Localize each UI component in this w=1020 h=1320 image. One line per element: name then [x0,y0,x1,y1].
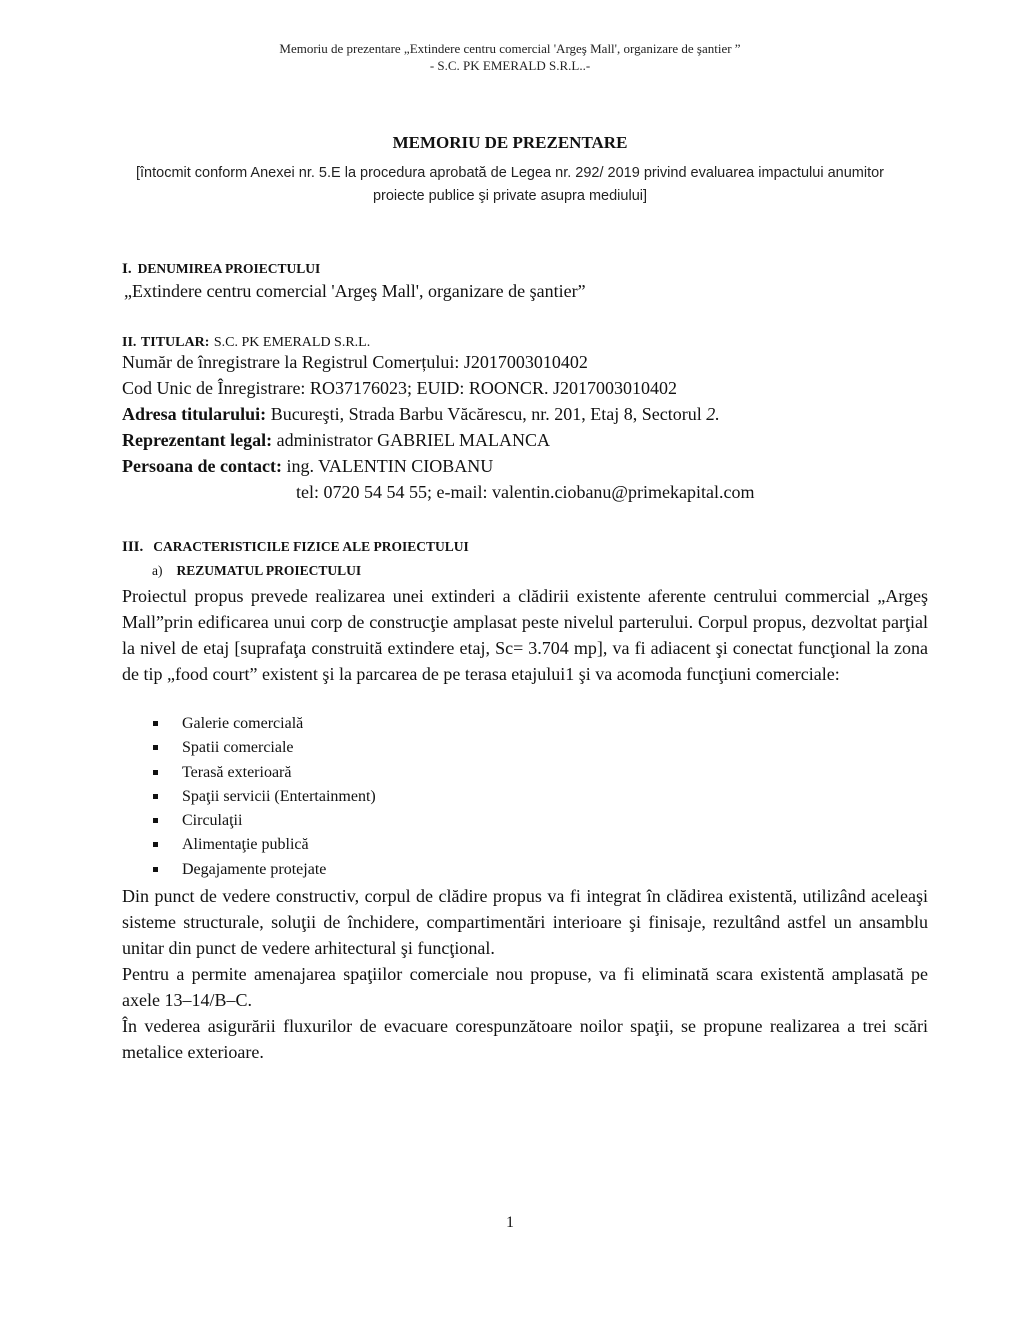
cui-line: Cod Unic de Înregistrare: RO37176023; EUID: ROONCR. J2017003010402 [122,378,677,398]
list-item: Galerie comercială [148,712,376,736]
page-number: 1 [506,1214,514,1231]
list-item: Alimentaţie publică [148,833,376,857]
section-2-number: II. [122,335,137,350]
subsection-a-label: REZUMATUL PROIECTULUI [176,563,362,578]
representative-value: administrator GABRIEL MALANCA [272,430,550,450]
bullet-square-icon [153,818,158,823]
section-1-heading [122,260,320,278]
contact-details: tel: 0720 54 54 55; e-mail: valentin.ciobanu@primekapital.com [296,482,755,502]
header-line-1: Memoriu de prezentare „Extindere centru comercial 'Argeş Mall', organizare de şantier ” [279,41,741,56]
registration-line: Număr de înregistrare la Registrul Comerțului: J2017003010402 [122,352,588,372]
project-summary-paragraph: Proiectul propus prevede realizarea unei extinderi a clădirii existente aferente centrului commercial „Argeş Mall”prin edificarea unui corp de construcţie amplasat peste nivelul parterului. Corpul propus, dezvoltat parţial la nivel de etaj [suprafaţa construită extindere etaj, Sc= 3.704 mp], va fi adiacent şi conectat funcţional la zona de tip „food court” existent şi la parcarea de pe terasa etajului1 şi va acomoda funcţiuni comerciale: [122,586,928,684]
header-line-2: - S.C. PK EMERALD S.R.L..- [429,58,591,73]
bullet-square-icon [153,721,158,726]
section-2-heading [122,330,370,351]
list-item: Terasă exterioară [148,761,376,785]
bullet-square-icon [153,794,158,799]
functions-list [148,712,376,882]
contact-label: Persoana de contact: [122,456,282,476]
section-2-label: TITULAR: [140,335,210,350]
list-item: Spatii comerciale [148,736,376,760]
section-1-label: DENUMIREA PROIECTULUI [137,261,321,276]
contact-person-line [122,456,493,477]
evacuation-paragraph: În vederea asigurării fluxurilor de evacuare corespunzătoare noilor spaţii, se propune realizarea a trei scări metalice exterioare. [122,1016,928,1062]
construction-paragraph: Din punct de vedere constructiv, corpul de clădire propus va fi integrat în clădirea existentă, utilizând aceleaşi sisteme structurale, soluţii de închidere, compartimentări interioare şi finisaje, rezultând astfel un ansamblu unitar din punct de vedere arhitectural şi funcţional. [122,886,928,958]
section-1-number: I. [122,261,132,277]
document-subtitle: [întocmit conform Anexei nr. 5.E la procedura aprobată de Legea nr. 292/ 2019 privind evaluarea impactului anumitor proiecte publice şi private asupra mediului] [135,165,884,204]
subsection-a-heading [152,562,361,580]
address-label: Adresa titularului: [122,404,267,424]
address-value: Bucureşti, Strada Barbu Văcărescu, nr. 201, Etaj 8, Sectorul [266,404,707,424]
bullet-square-icon [153,745,158,750]
list-item: Degajamente protejate [148,858,376,882]
section-3-label: CARACTERISTICILE FIZICE ALE PROIECTULUI [153,539,469,554]
bullet-square-icon [153,867,158,872]
contact-value: ing. VALENTIN CIOBANU [281,456,494,476]
legal-representative-line [122,430,550,451]
list-item: Spaţii servicii (Entertainment) [148,785,376,809]
document-title: MEMORIU DE PREZENTARE [392,133,628,152]
address-sector: 2. [706,404,720,424]
staircase-removal-paragraph: Pentru a permite amenajarea spaţiilor comerciale nou propuse, va fi eliminată scara existentă amplasată pe axele 13–14/B–C. [122,964,928,1010]
running-header [0,40,1020,74]
representative-label: Reprezentant legal: [122,430,273,450]
address-line [122,404,720,425]
titular-company: S.C. PK EMERALD S.R.L. [213,335,371,350]
project-name: „Extindere centru comercial 'Argeş Mall', organizare de şantier” [124,281,586,301]
bullet-square-icon [153,770,158,775]
list-item: Circulaţii [148,809,376,833]
section-3-heading [122,538,469,556]
bullet-square-icon [153,842,158,847]
section-3-number: III. [122,539,144,555]
subsection-a-number: a) [152,563,163,578]
